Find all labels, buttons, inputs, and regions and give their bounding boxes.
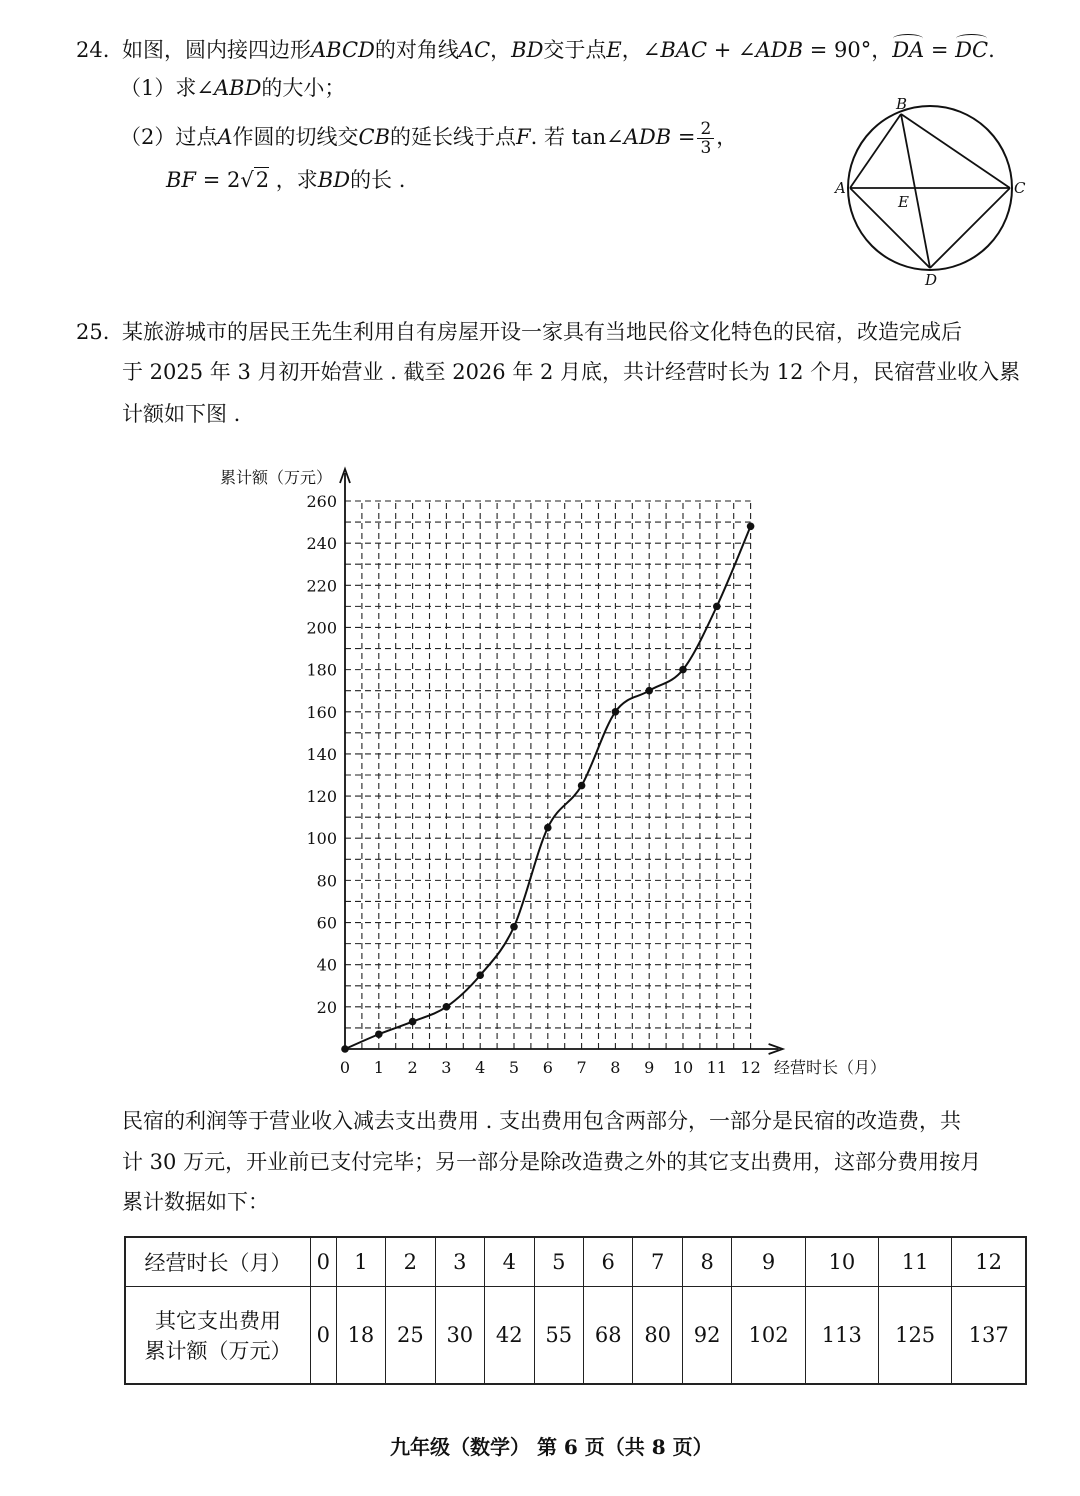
label-b: B	[896, 95, 908, 113]
y-tick-label: 100	[306, 829, 337, 849]
q24-part2	[120, 120, 737, 157]
chart-ticks	[306, 492, 760, 1077]
q25-para2-line2: 计 30 万元，开业前已支付完毕；另一部分是除改造费之外的其它支出费用，这部分费用按月	[122, 1150, 982, 1174]
data-point	[679, 666, 687, 674]
q24-eq90: = 90°，	[803, 38, 893, 62]
q24-point-e: E	[606, 38, 622, 62]
q24-part2-comma: ，	[716, 125, 738, 149]
q24-part1-abd: ABD	[213, 76, 262, 100]
x-tick-label: 1	[373, 1058, 384, 1077]
data-point	[476, 971, 484, 979]
page-footer: 九年级（数学） 第 6 页（共 8 页）	[390, 1435, 713, 1459]
segment-cd	[930, 188, 1010, 268]
y-tick-label: 180	[306, 660, 337, 680]
table-row-expenses	[125, 1287, 1026, 1384]
q24-bf-eq: = 2	[196, 168, 241, 192]
q24-angle-sign: ，∠	[621, 38, 661, 62]
table-cell-expense: 102	[732, 1287, 805, 1384]
y-tick-label: 120	[306, 787, 337, 807]
q24-angle-adb: ADB	[755, 38, 804, 62]
q24-stem-text: 如图，圆内接四边形	[122, 38, 311, 62]
data-point	[645, 687, 653, 695]
x-tick-label: 2	[407, 1058, 418, 1077]
data-point	[747, 522, 755, 530]
table-cell-expense: 125	[878, 1287, 951, 1384]
data-point	[544, 824, 552, 832]
q24-arc-dc: DC	[955, 38, 989, 62]
q24-stem	[122, 36, 995, 64]
chart-grid	[345, 501, 751, 1049]
label-a: A	[835, 179, 846, 197]
data-point	[713, 603, 721, 611]
x-tick-label: 4	[475, 1058, 486, 1077]
sqrt-icon: √	[240, 168, 254, 192]
table-header-expenses-l2: 累计额（万元）	[144, 1339, 292, 1364]
y-tick-label: 160	[306, 702, 337, 722]
y-tick-label: 40	[316, 955, 337, 975]
table-cell-expense: 25	[386, 1287, 435, 1384]
q24-stem-text-2: 的对角线	[374, 38, 459, 62]
q24-part2-f: F	[516, 125, 531, 149]
q24-part2-text-4: ，求	[269, 168, 318, 192]
q24-quad: ABCD	[311, 38, 375, 62]
q24-plus: + ∠	[707, 38, 756, 62]
x-tick-label: 8	[610, 1058, 621, 1077]
q24-ac: AC	[458, 38, 491, 62]
table-cell-expense: 92	[682, 1287, 731, 1384]
q24-part1-text-2: 的大小；	[261, 76, 346, 100]
q24-arc-da: DA	[892, 38, 925, 62]
table-cell-month: 7	[633, 1237, 682, 1287]
table-cell-expense: 137	[952, 1287, 1026, 1384]
segment-bc	[901, 114, 1010, 188]
q25-para2-line1: 民宿的利润等于营业收入减去支出费用 . 支出费用包含两部分，一部分是民宿的改造费，共	[122, 1109, 962, 1133]
table-cell-month: 6	[583, 1237, 632, 1287]
table-row-months	[125, 1237, 1026, 1287]
table-cell-expense: 80	[633, 1287, 682, 1384]
data-point	[443, 1003, 451, 1011]
chart-axes	[340, 469, 783, 1054]
q24-part2-tan: . 若 tan∠	[530, 125, 624, 149]
label-e: E	[898, 193, 909, 211]
q25-number: 25.	[76, 320, 110, 344]
table-cell-month: 3	[435, 1237, 484, 1287]
q24-part2-eq: =	[671, 125, 696, 149]
q24-part2-a: A	[217, 125, 233, 149]
table-cell-month: 5	[534, 1237, 583, 1287]
x-tick-label: 3	[441, 1058, 452, 1077]
x-tick-label: 5	[508, 1058, 520, 1077]
expense-table	[124, 1236, 1027, 1385]
q25-para1-line1: 某旅游城市的居民王先生利用自有房屋开设一家具有当地民俗文化特色的民宿，改造完成后	[122, 320, 962, 344]
y-tick-label: 60	[316, 913, 337, 933]
x-tick-label: 0	[339, 1058, 351, 1077]
q24-fraction-num: 2	[697, 120, 714, 139]
y-tick-label: 80	[316, 871, 337, 891]
y-tick-label: 140	[306, 744, 337, 764]
q24-part2-text-5: 的长 .	[350, 168, 406, 192]
q24-part2-bd: BD	[317, 168, 351, 192]
table-cell-month: 0	[311, 1237, 337, 1287]
data-point	[578, 782, 586, 790]
table-cell-month: 8	[682, 1237, 731, 1287]
y-tick-label: 200	[306, 618, 337, 638]
q24-part2-text: （2）过点	[120, 125, 218, 149]
q24-part2-text-3: 的延长线于点	[390, 125, 517, 149]
table-cell-expense: 42	[485, 1287, 534, 1384]
table-cell-month: 1	[336, 1237, 385, 1287]
table-cell-expense: 18	[336, 1287, 385, 1384]
table-cell-month: 11	[878, 1237, 951, 1287]
label-c: C	[1014, 179, 1026, 197]
y-tick-label: 20	[316, 997, 337, 1017]
q24-bd: BD	[511, 38, 544, 62]
q24-part2-text-2: 作圆的切线交	[232, 125, 359, 149]
data-point	[341, 1045, 349, 1053]
data-point	[510, 923, 518, 931]
x-tick-label: 7	[576, 1058, 587, 1077]
q24-part1	[120, 74, 345, 102]
x-axis-label: 经营时长（月）	[774, 1058, 887, 1077]
table-header-months: 经营时长（月）	[125, 1237, 311, 1287]
table-cell-month: 4	[485, 1237, 534, 1287]
y-tick-label: 220	[306, 576, 337, 596]
table-cell-month: 10	[805, 1237, 878, 1287]
x-tick-label: 12	[740, 1058, 761, 1077]
q24-bf: BF	[166, 168, 197, 192]
y-axis-label: 累计额（万元）	[220, 468, 333, 487]
table-cell-expense: 55	[534, 1287, 583, 1384]
q24-angle-bac: BAC	[660, 38, 708, 62]
label-d: D	[925, 271, 938, 289]
table-cell-month: 2	[386, 1237, 435, 1287]
q24-sqrt-arg: 2	[255, 168, 270, 192]
data-point	[409, 1018, 417, 1026]
table-header-expenses	[125, 1287, 311, 1384]
q24-period: .	[988, 38, 995, 62]
table-cell-expense: 30	[435, 1287, 484, 1384]
x-tick-label: 6	[542, 1058, 553, 1077]
x-tick-label: 11	[706, 1058, 727, 1077]
diagonal-bd	[901, 114, 930, 268]
q24-fraction-den: 3	[700, 138, 712, 158]
table-header-expenses-l1: 其它支出费用	[155, 1309, 281, 1334]
revenue-chart	[200, 455, 900, 1085]
q24-number: 24.	[76, 38, 110, 62]
q25-para1-line2: 于 2025 年 3 月初开始营业 . 截至 2026 年 2 月底，共计经营时长为 12 个月，民宿营业收入累	[122, 360, 1021, 384]
q24-fraction	[697, 120, 714, 157]
table-cell-expense: 113	[805, 1287, 878, 1384]
q24-part2-cb: CB	[358, 125, 391, 149]
table-cell-month: 9	[732, 1237, 805, 1287]
q24-stem-text-3: 交于点	[543, 38, 607, 62]
q24-eq: =	[924, 38, 956, 62]
q24-comma: ，	[490, 38, 512, 62]
circle-figure	[830, 92, 1030, 292]
data-point	[612, 708, 620, 716]
data-point	[375, 1030, 383, 1038]
y-tick-label: 260	[306, 492, 337, 511]
table-cell-expense: 0	[311, 1287, 337, 1384]
q24-part1-text: （1）求∠	[120, 76, 214, 100]
q25-para1-line3: 计额如下图 .	[122, 402, 241, 426]
q25-para2-line3: 累计数据如下：	[122, 1190, 269, 1214]
table-cell-expense: 68	[583, 1287, 632, 1384]
x-tick-label: 9	[644, 1058, 655, 1077]
y-tick-label: 240	[306, 534, 337, 554]
x-tick-label: 10	[672, 1058, 694, 1077]
q24-part2-line2	[166, 166, 405, 194]
table-cell-month: 12	[952, 1237, 1026, 1287]
q24-part2-adb: ADB	[623, 125, 672, 149]
